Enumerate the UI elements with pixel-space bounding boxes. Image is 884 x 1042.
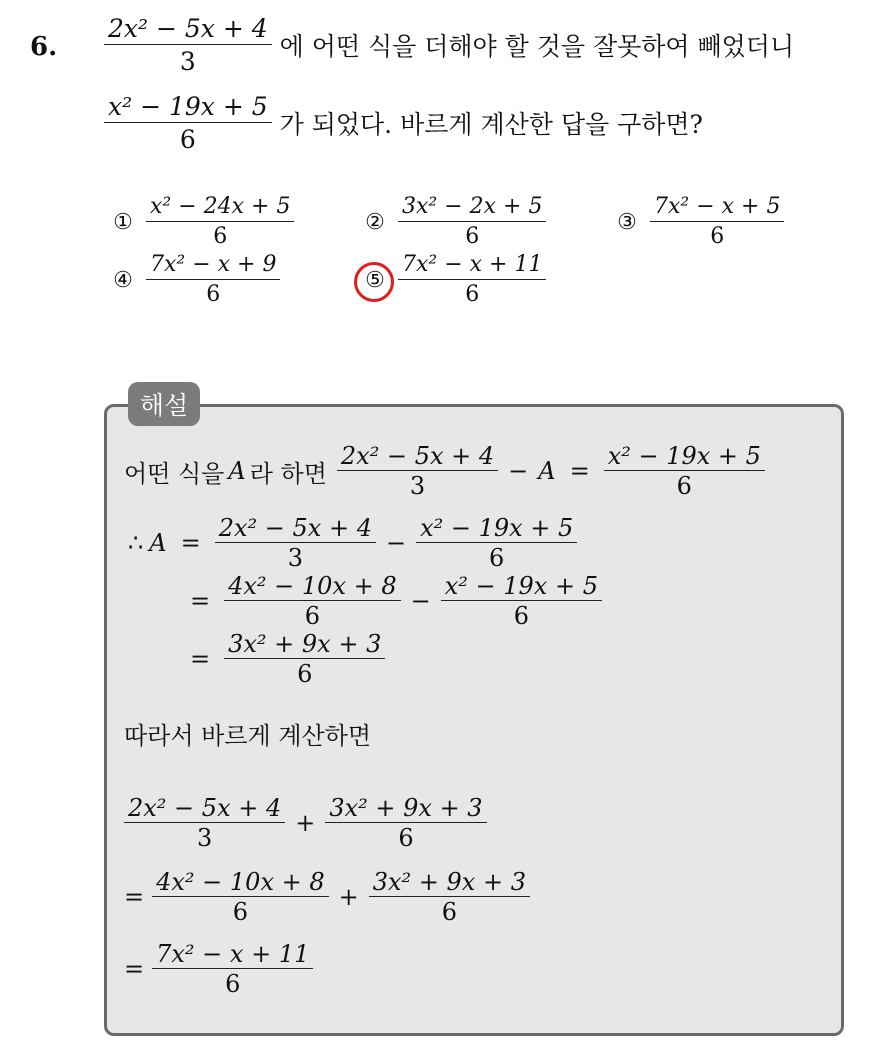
problem-fraction-1 xyxy=(104,16,272,74)
fraction-denominator: 6 xyxy=(710,224,725,249)
fraction-denominator: 6 xyxy=(465,282,480,307)
choice-5[interactable] xyxy=(360,254,546,306)
solution-line-3: = $\frac{\text{4x² − 10x + 8}}{6}$ − $\frac{\text{x² − 19x + 5}}{6}$ xyxy=(176,574,602,628)
problem-text-1: 에 어떤 식을 더해야 할 것을 잘못하여 빼었더니 xyxy=(279,32,795,61)
problem-text-2: 가 되었다. 바르게 계산한 답을 구하면? xyxy=(279,110,703,139)
fraction-denominator: 6 xyxy=(213,224,228,249)
problem-line-1 xyxy=(104,16,802,74)
fraction-numerator: x² − 19x + 5 xyxy=(104,94,272,123)
fraction-numerator: 2x² − 5x + 4 xyxy=(104,16,272,45)
choice-marker: ⑤ xyxy=(360,268,390,293)
problem-fraction-2 xyxy=(104,94,272,152)
choice-marker: ③ xyxy=(617,209,637,235)
fraction-numerator: 7x² − x + 5 xyxy=(650,196,784,222)
solution-conclusion: 따라서 바르게 계산하면 xyxy=(124,722,372,750)
problem-line-2 xyxy=(104,94,711,152)
choice-marker: ② xyxy=(365,209,385,235)
fraction-numerator: 7x² − x + 9 xyxy=(146,254,280,280)
fraction-denominator: 3 xyxy=(179,47,196,76)
fraction-denominator: 6 xyxy=(206,282,221,307)
solution-line-5: $\frac{\text{2x² − 5x + 4}}{3}$ + $\frac{\text{3x² + 9x + 3}}{6}$ xyxy=(124,796,487,850)
solution-tag: 해설 xyxy=(128,382,200,426)
choice-4[interactable] xyxy=(108,254,280,306)
choice-1[interactable] xyxy=(108,196,294,248)
choice-2[interactable] xyxy=(360,196,546,248)
solution-line-4: = $\frac{\text{3x² + 9x + 3}}{6}$ xyxy=(176,632,385,686)
fraction-numerator: x² − 24x + 5 xyxy=(146,196,294,222)
problem-number: 6. xyxy=(30,32,58,62)
answer-circle-mark xyxy=(354,262,394,302)
solution-line-6: = $\frac{\text{4x² − 10x + 8}}{6}$ + $\frac{\text{3x² + 9x + 3}}{6}$ xyxy=(124,870,530,924)
choice-3[interactable] xyxy=(612,196,784,248)
choice-marker: ④ xyxy=(113,267,133,293)
solution-line-7: = $\frac{\text{7x² − x + 11}}{6}$ xyxy=(124,942,313,996)
fraction-numerator: 3x² − 2x + 5 xyxy=(398,196,546,222)
solution-line-2: ∴ A = $\frac{\text{2x² − 5x + 4}}{3}$ − $\frac{\text{x² − 19x + 5}}{6}$ xyxy=(128,516,577,570)
solution-line-1: 어떤 식을 A 라 하면 $\frac{\text{2x² − 5x + 4}}{3}$ − A = $\frac{\text{x² − 19x + 5}}{6}$ xyxy=(124,444,765,498)
fraction-denominator: 6 xyxy=(465,224,480,249)
fraction-numerator: 7x² − x + 11 xyxy=(398,254,546,280)
choice-marker: ① xyxy=(113,209,133,235)
final-answer: $\frac{\text{7x² − x + 11}}{6}$ xyxy=(152,942,313,996)
fraction-denominator: 6 xyxy=(179,125,196,154)
